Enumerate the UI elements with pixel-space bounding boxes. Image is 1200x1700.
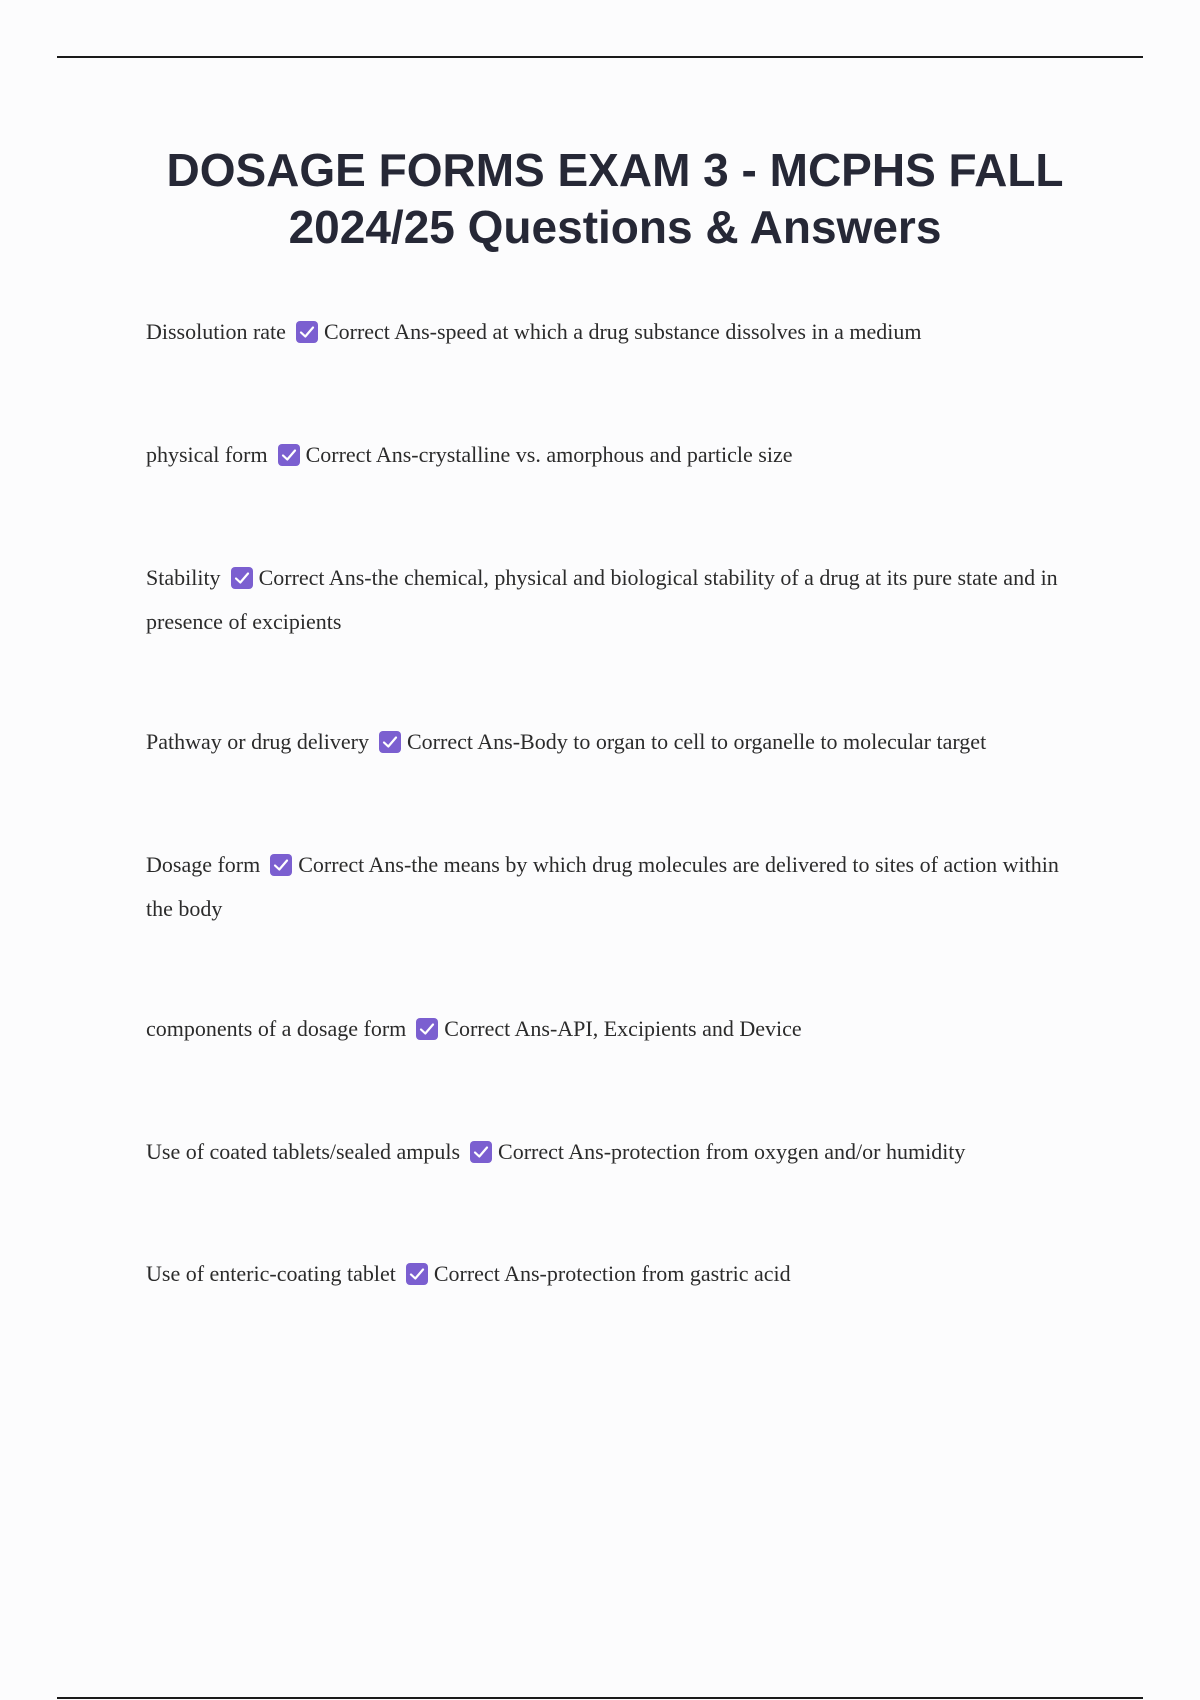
document-title: DOSAGE FORMS EXAM 3 - MCPHS FALL 2024/25 Questions & Answers [166, 144, 1064, 253]
checkmark-box-icon [278, 444, 300, 466]
qa-term: components of a dosage form [146, 1016, 407, 1041]
qa-item [146, 310, 1086, 354]
qa-answer: the chemical, physical and biological stability of a drug at its pure state and in presence of excipients [146, 565, 1058, 634]
qa-answer: Body to organ to cell to organelle to molecular target [520, 729, 987, 754]
checkmark-box-icon [270, 854, 292, 876]
qa-item [146, 1007, 1086, 1051]
qa-item [146, 433, 1086, 477]
qa-item [146, 720, 1086, 764]
answer-prefix: Correct Ans- [298, 852, 412, 877]
qa-term: Use of coated tablets/sealed ampuls [146, 1139, 461, 1164]
checkmark-box-icon [231, 567, 253, 589]
qa-term: Use of enteric-coating tablet [146, 1261, 396, 1286]
answer-prefix: Correct Ans- [498, 1139, 612, 1164]
qa-answer: the means by which drug molecules are delivered to sites of action within the body [146, 852, 1059, 921]
qa-answer: API, Excipients and Device [557, 1016, 802, 1041]
qa-item [146, 1252, 1086, 1296]
bottom-rule [57, 1697, 1143, 1699]
checkmark-box-icon [406, 1263, 428, 1285]
answer-prefix: Correct Ans- [433, 1261, 547, 1286]
qa-answer: protection from gastric acid [546, 1261, 791, 1286]
qa-answer: crystalline vs. amorphous and particle size [418, 442, 793, 467]
qa-term: physical form [146, 442, 268, 467]
qa-item [146, 1130, 1086, 1174]
checkmark-box-icon [296, 321, 318, 343]
qa-term: Stability [146, 565, 221, 590]
qa-item [146, 556, 1086, 644]
qa-term: Pathway or drug delivery [146, 729, 369, 754]
answer-prefix: Correct Ans- [407, 729, 521, 754]
answer-prefix: Correct Ans- [323, 319, 437, 344]
qa-item [146, 843, 1086, 931]
qa-answer: protection from oxygen and/or humidity [611, 1139, 966, 1164]
qa-answer: speed at which a drug substance dissolves in a medium [436, 319, 922, 344]
checkmark-box-icon [416, 1018, 438, 1040]
checkmark-box-icon [379, 731, 401, 753]
qa-term: Dosage form [146, 852, 261, 877]
qa-term: Dissolution rate [146, 319, 286, 344]
checkmark-box-icon [470, 1141, 492, 1163]
answer-prefix: Correct Ans- [305, 442, 419, 467]
answer-prefix: Correct Ans- [444, 1016, 558, 1041]
answer-prefix: Correct Ans- [258, 565, 372, 590]
